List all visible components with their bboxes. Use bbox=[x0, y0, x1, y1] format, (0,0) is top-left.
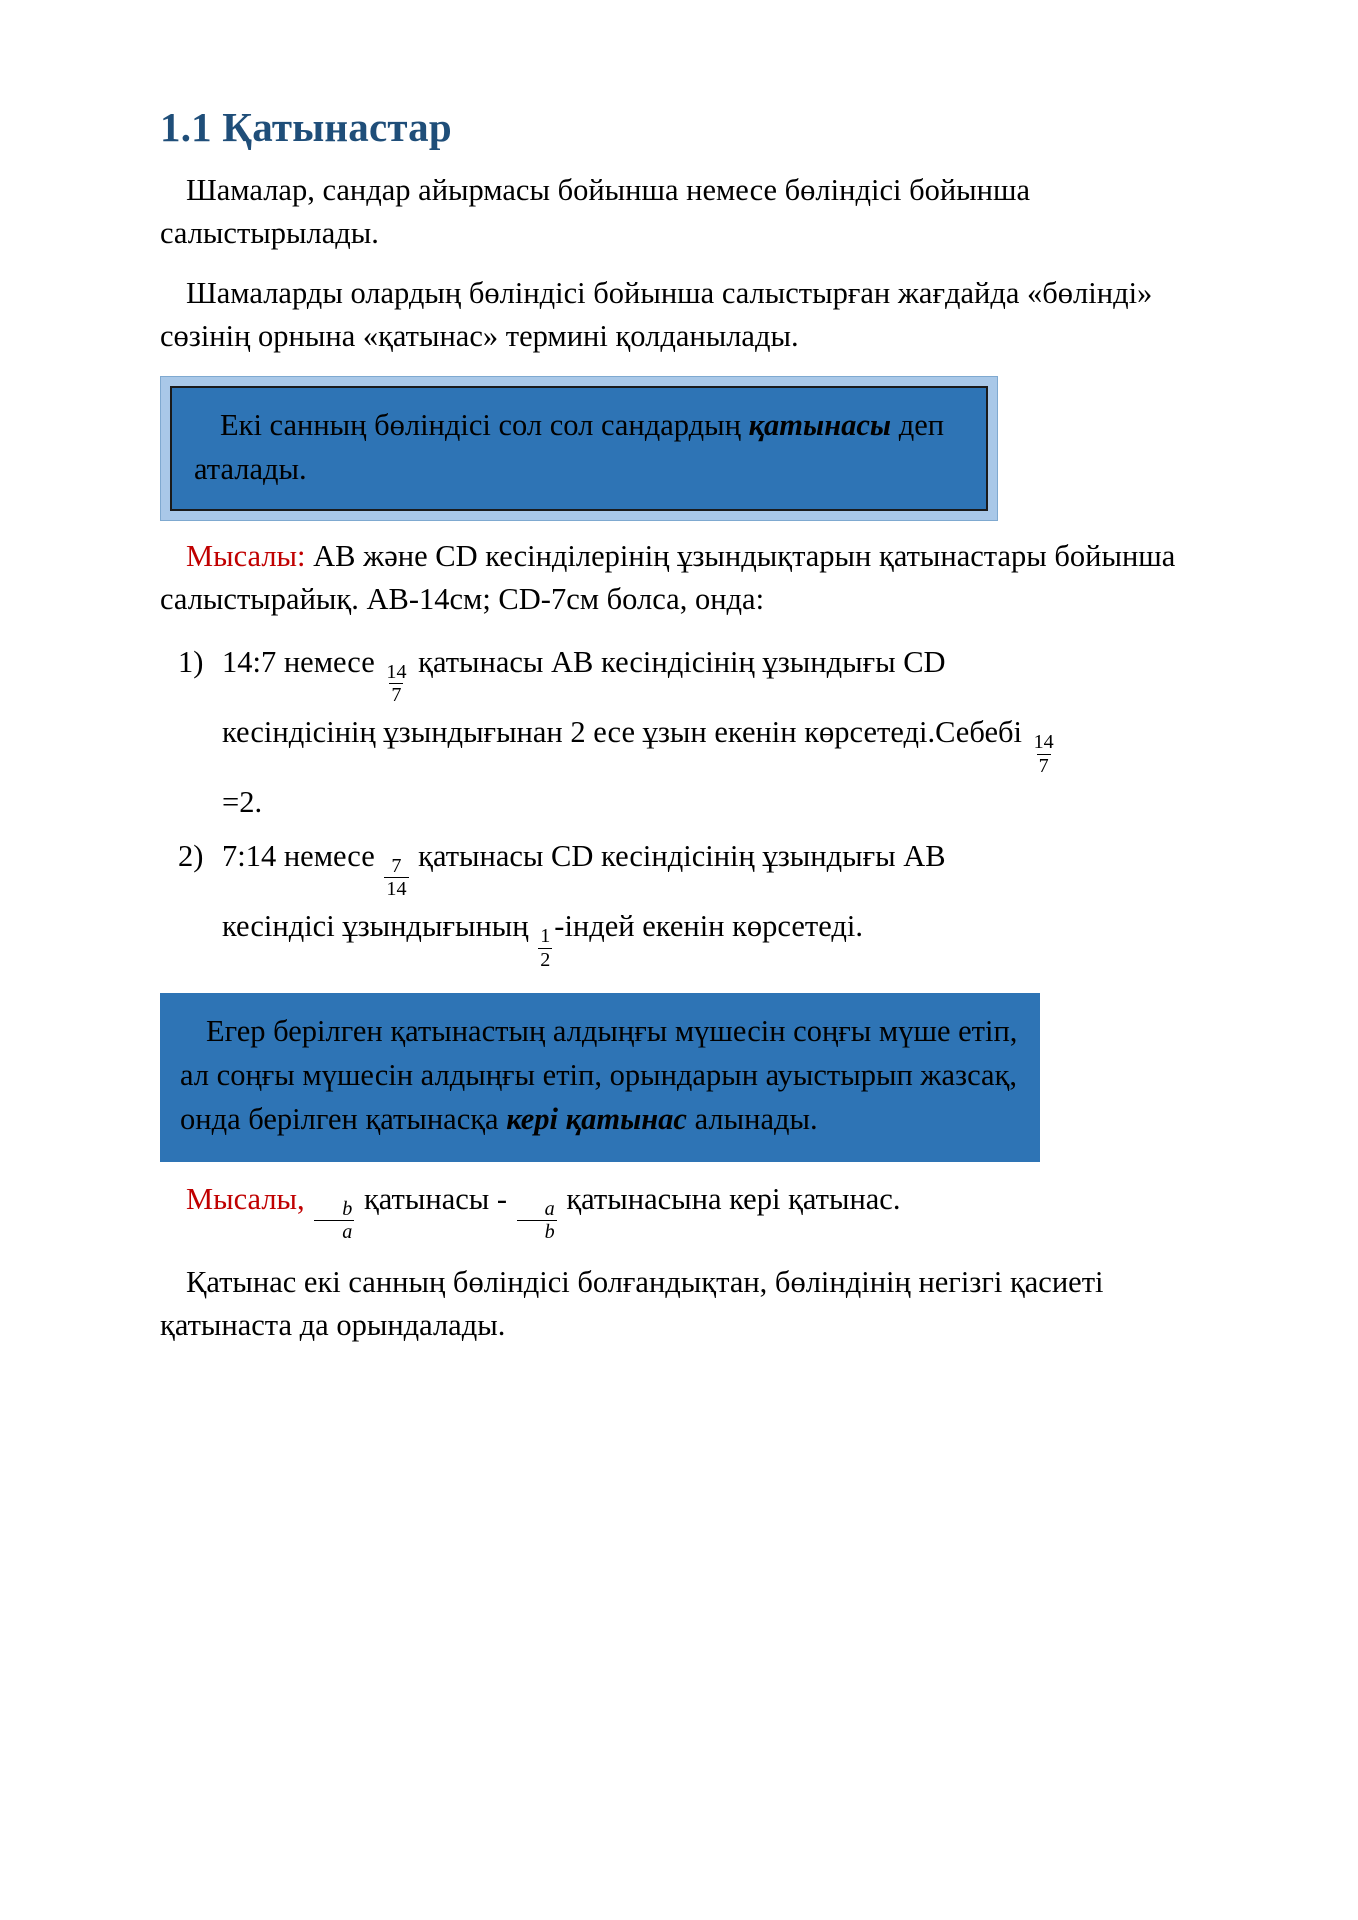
definition-callout-ratio bbox=[160, 376, 998, 521]
page-title: 1.1 Қатынастар bbox=[160, 104, 452, 150]
fraction-denominator: 7 bbox=[391, 684, 402, 707]
list-item-1-seg3: =2. bbox=[222, 785, 263, 820]
fraction-numerator: 14 bbox=[386, 660, 407, 683]
callout1-text-after: деп аталады. bbox=[194, 408, 945, 486]
fraction-numerator: 7 bbox=[391, 854, 402, 877]
example-body-1: AB және CD кесінділерінің ұзындықтарын қатынастары бойынша салыстырайық. AB-14см; CD-7см болса, онда: bbox=[160, 538, 1176, 617]
list-item-1-seg2: қатынасы AB кесіндісінің ұзындығы CD кесіндісінің ұзындығынан 2 есе ұзын екенін көрсетеді.Себебі bbox=[222, 644, 1030, 749]
numbered-list bbox=[160, 638, 1198, 973]
definition-callout-inverse-ratio bbox=[160, 993, 1040, 1162]
example-2-seg3: қатынасына кері қатынас. bbox=[558, 1181, 901, 1216]
fraction-1-over-2 bbox=[538, 926, 552, 970]
callout2-emphasis: кері қатынас bbox=[506, 1102, 687, 1137]
fraction-numerator: 1 bbox=[540, 925, 551, 948]
fraction-denominator: b bbox=[517, 1220, 557, 1243]
list-item-2-seg1: 7:14 немесе bbox=[222, 838, 383, 873]
example-2-seg1 bbox=[305, 1182, 313, 1216]
callout2-text-after: алынады. bbox=[686, 1102, 818, 1137]
list-item-marker: 2) bbox=[178, 838, 204, 873]
list-item-2-seg2: қатынасы CD кесіндісінің ұзындығы AB кесіндісі ұзындығының bbox=[222, 838, 946, 944]
callout1-text-before: Екі санның бөліндісі сол сол сандардың bbox=[220, 408, 749, 443]
fraction-denominator: a bbox=[314, 1220, 354, 1243]
fraction-numerator: a bbox=[544, 1197, 555, 1220]
example-label-2: Мысалы, bbox=[186, 1181, 305, 1216]
fraction-14-over-7-b bbox=[1032, 732, 1056, 776]
fraction-denominator: 7 bbox=[1038, 754, 1049, 777]
list-item bbox=[160, 638, 1062, 828]
definition-callout-inverse-ratio-text bbox=[180, 1009, 1020, 1142]
callout2-text-before: Егер берілген қатынастың алдыңғы мүшесін соңғы мүше етіп, ал соңғы мүшесін алдыңғы етіп, орындарын ауыстырып жазсақ, онда берілген қатынасқа bbox=[180, 1013, 1018, 1137]
list-item bbox=[160, 832, 1062, 973]
fraction-denominator: 2 bbox=[540, 948, 551, 971]
list-item-2-seg3: -індей екенін көрсетеді. bbox=[554, 909, 863, 944]
example-2-seg2: қатынасы - bbox=[356, 1181, 515, 1216]
definition-callout-ratio-inner bbox=[170, 386, 988, 511]
example-paragraph-2 bbox=[160, 1178, 1198, 1245]
callout1-emphasis: қатынасы bbox=[748, 408, 892, 443]
example-paragraph-1 bbox=[160, 535, 1198, 622]
closing-paragraph: Қатынас екі санның бөліндісі болғандықтан, бөліндінің негізгі қасиеті қатынаста да орындалады. bbox=[160, 1265, 1104, 1343]
example-label-1: Мысалы: bbox=[186, 538, 306, 573]
fraction-a-over-b bbox=[517, 1199, 557, 1243]
fraction-7-over-14 bbox=[384, 856, 408, 900]
fraction-b-over-a bbox=[314, 1199, 354, 1243]
fraction-numerator: 14 bbox=[1033, 731, 1054, 754]
paragraph-intro-2: Шамаларды олардың бөліндісі бойынша салыстырған жағдайда «бөлінді» сөзінің орнына «қатынас» термині қолданылады. bbox=[160, 275, 1153, 354]
list-item-1-seg1: 14:7 немесе bbox=[222, 644, 383, 679]
fraction-numerator: b bbox=[342, 1197, 353, 1220]
list-item-marker: 1) bbox=[178, 644, 204, 679]
fraction-denominator: 14 bbox=[386, 878, 407, 901]
fraction-14-over-7 bbox=[384, 662, 408, 706]
definition-callout-ratio-text bbox=[194, 404, 964, 491]
paragraph-intro-1: Шамалар, сандар айырмасы бойынша немесе бөліндісі бойынша салыстырылады. bbox=[160, 173, 1031, 251]
